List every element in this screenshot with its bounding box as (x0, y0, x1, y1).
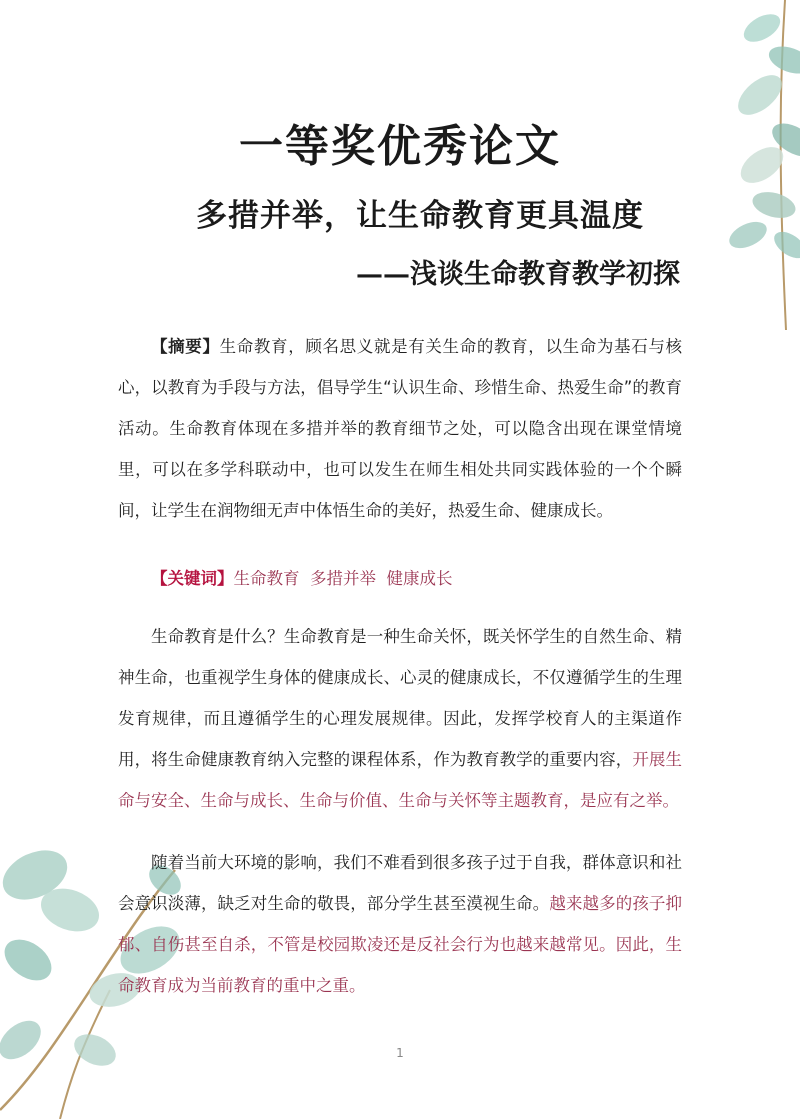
document-title: 一等奖优秀论文 (239, 121, 561, 172)
keywords-line (118, 558, 682, 599)
paragraph-text: 随着当前大环境的影响，我们不难看到很多孩子过于自我，群体意识和社会意识淡薄，缺乏对生命的敬畏，部分学生甚至漠视生命。 (118, 853, 682, 913)
body-paragraph-section (118, 842, 682, 1006)
keywords-text: 生命教育 多措并举 健康成长 (233, 569, 453, 588)
abstract-section (118, 326, 682, 531)
paragraph-highlight: 越来越多的孩子抑郁、自伤甚至自杀，不管是校园欺凌还是反社会行为也越来越常见。因此，生命教育成为当前教育的重中之重。 (118, 894, 683, 995)
paragraph-highlight: 开展生命与安全、生命与成长、生命与价值、生命与关怀等主题教育，是应有之举。 (118, 750, 683, 810)
page-number: 1 (396, 1046, 404, 1060)
abstract-paragraph (118, 326, 682, 531)
body-paragraph (118, 616, 682, 821)
body-paragraph (118, 842, 682, 1006)
document-subtitle: 多措并举，让生命教育更具温度 (196, 198, 644, 234)
body-paragraph-section (118, 616, 682, 821)
abstract-tag: 【摘要】 (151, 337, 220, 356)
keywords-tag: 【关键词】 (151, 569, 234, 588)
paragraph-text: 生命教育是什么？生命教育是一种生命关怀，既关怀学生的自然生命、精神生命，也重视学生身体的健康成长、心灵的健康成长，不仅遵循学生的生理发育规律，而且遵循学生的心理发展规律。因此，发挥学校育人的主渠道作用，将生命健康教育纳入完整的课程体系，作为教育教学的重要内容， (118, 627, 682, 769)
document-secondary-subtitle: ——浅谈生命教育教学初探 (356, 259, 680, 290)
abstract-text: 生命教育，顾名思义就是有关生命的教育，以生命为基石与核心，以教育为手段与方法，倡导学生“认识生命、珍惜生命、热爱生命”的教育活动。生命教育体现在多措并举的教育细节之处，可以隐含出现在课堂情境里，可以在多学科联动中，也可以发生在师生相处共同实践体验的一个个瞬间，让学生在润物细无声中体悟生命的美好，热爱生命、健康成长。 (118, 337, 683, 520)
keywords-section (118, 558, 682, 599)
